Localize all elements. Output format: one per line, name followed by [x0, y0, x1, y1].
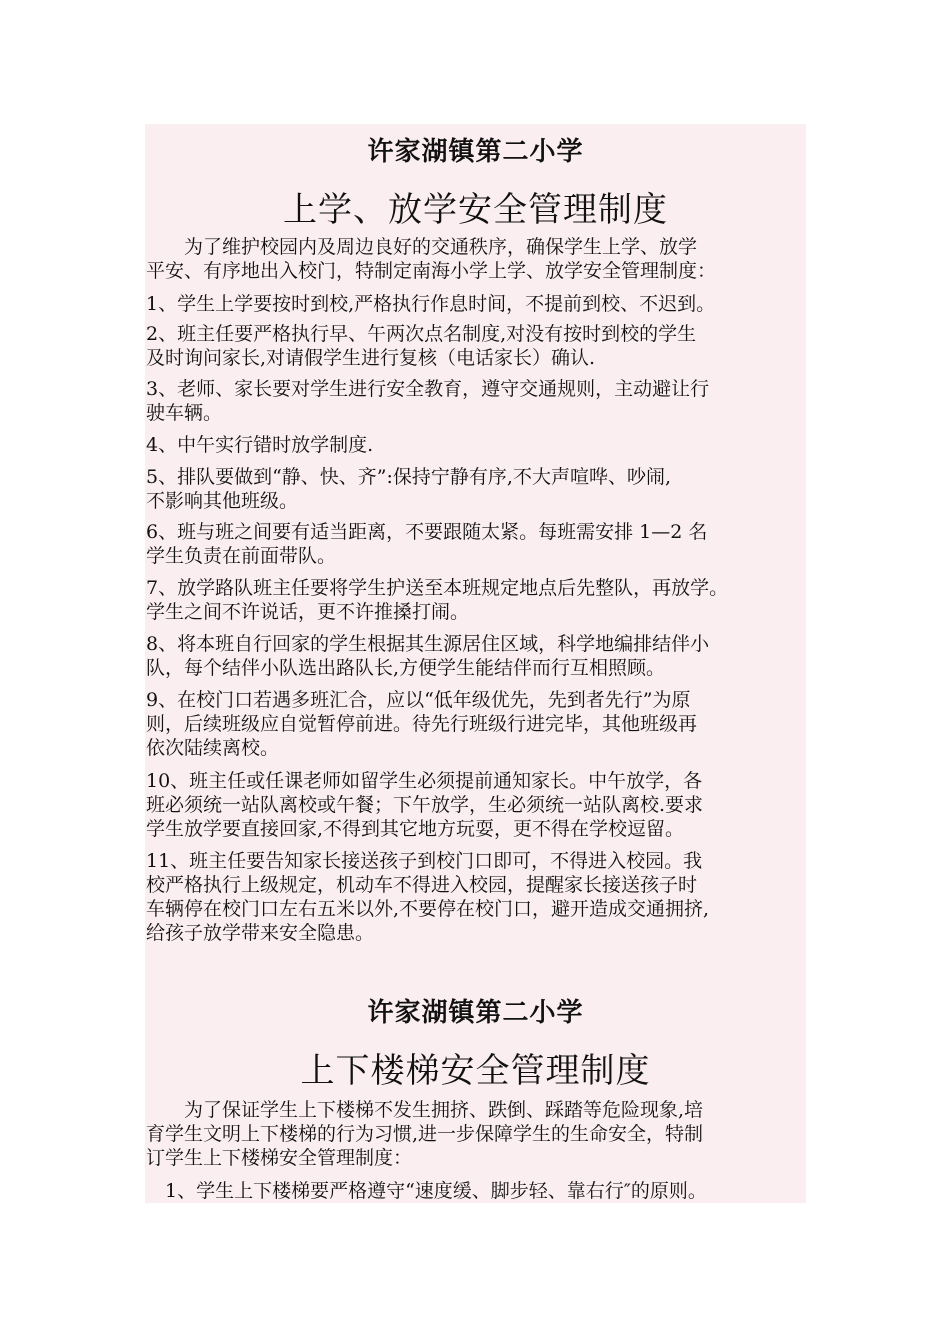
section-title-1: 上学、放学安全管理制度 — [283, 190, 668, 230]
rule-item-6: 6、班与班之间要有适当距离，不要跟随太紧。每班需安排 1—2 名 学生负责在前面带队。 — [146, 521, 708, 567]
rule-item-4: 4、中午实行错时放学制度. — [146, 434, 374, 456]
school-name-1: 许家湖镇第二小学 — [367, 137, 584, 167]
rule-item-1: 1、学生上学要按时到校,严格执行作息时间，不提前到校、不迟到。 — [146, 293, 716, 315]
rule-item-5: 5、排队要做到“静、快、齐”:保持宁静有序,不大声喧哗、吵闹, 不影响其他班级。 — [146, 466, 671, 512]
rule-item-8: 8、将本班自行回家的学生根据其生源居住区域，科学地编排结伴小 队，每个结伴小队选出路队长,方便学生能结伴而行互相照顾。 — [146, 633, 710, 679]
rule-item-9: 9、在校门口若遇多班汇合，应以“低年级优先，先到者先行”为原 则，后续班级应自觉暂停前进。待先行班级行进完毕，其他班级再 依次陆续离校。 — [146, 689, 698, 759]
rule-item-10: 10、班主任或任课老师如留学生必须提前通知家长。中午放学，各 班必须统一站队离校或午餐；下午放学，生必须统一站队离校.要求 学生放学要直接回家,不得到其它地方玩耍，更不得在学校逗留。 — [146, 770, 704, 840]
stair-rule-item-1: 1、学生上下楼梯要严格遵守“速度缓、脚步轻、靠右行″的原则。 — [146, 1180, 707, 1202]
rule-item-2: 2、班主任要严格执行早、午两次点名制度,对没有按时到校的学生 及时询问家长,对请假学生进行复核（电话家长）确认. — [146, 323, 697, 369]
rule-item-7: 7、放学路队班主任要将学生护送至本班规定地点后先整队，再放学。 学生之间不许说话，更不许推搡打闹。 — [146, 577, 729, 623]
section-title-2: 上下楼梯安全管理制度 — [300, 1051, 651, 1091]
school-name-2: 许家湖镇第二小学 — [367, 998, 584, 1028]
intro-paragraph-2: 为了保证学生上下楼梯不发生拥挤、跌倒、踩踏等危险现象,培 育学生文明上下楼梯的行为习惯,进一步保障学生的生命安全，特制 订学生上下楼梯安全管理制度： — [146, 1099, 704, 1169]
intro-paragraph-1: 为了维护校园内及周边良好的交通秩序，确保学生上学、放学 平安、有序地出入校门，特制定南海小学上学、放学安全管理制度： — [146, 236, 717, 282]
rule-item-11: 11、班主任要告知家长接送孩子到校门口即可，不得进入校园。我 校严格执行上级规定，机动车不得进入校园，提醒家长接送孩子时 车辆停在校门口左右五米以外,不要停在校门口，避开造成交通拥挤, 给孩子放学带来安全隐患。 — [146, 850, 710, 944]
rule-item-3: 3、老师、家长要对学生进行安全教育，遵守交通规则，主动避让行 驶车辆。 — [146, 378, 710, 424]
